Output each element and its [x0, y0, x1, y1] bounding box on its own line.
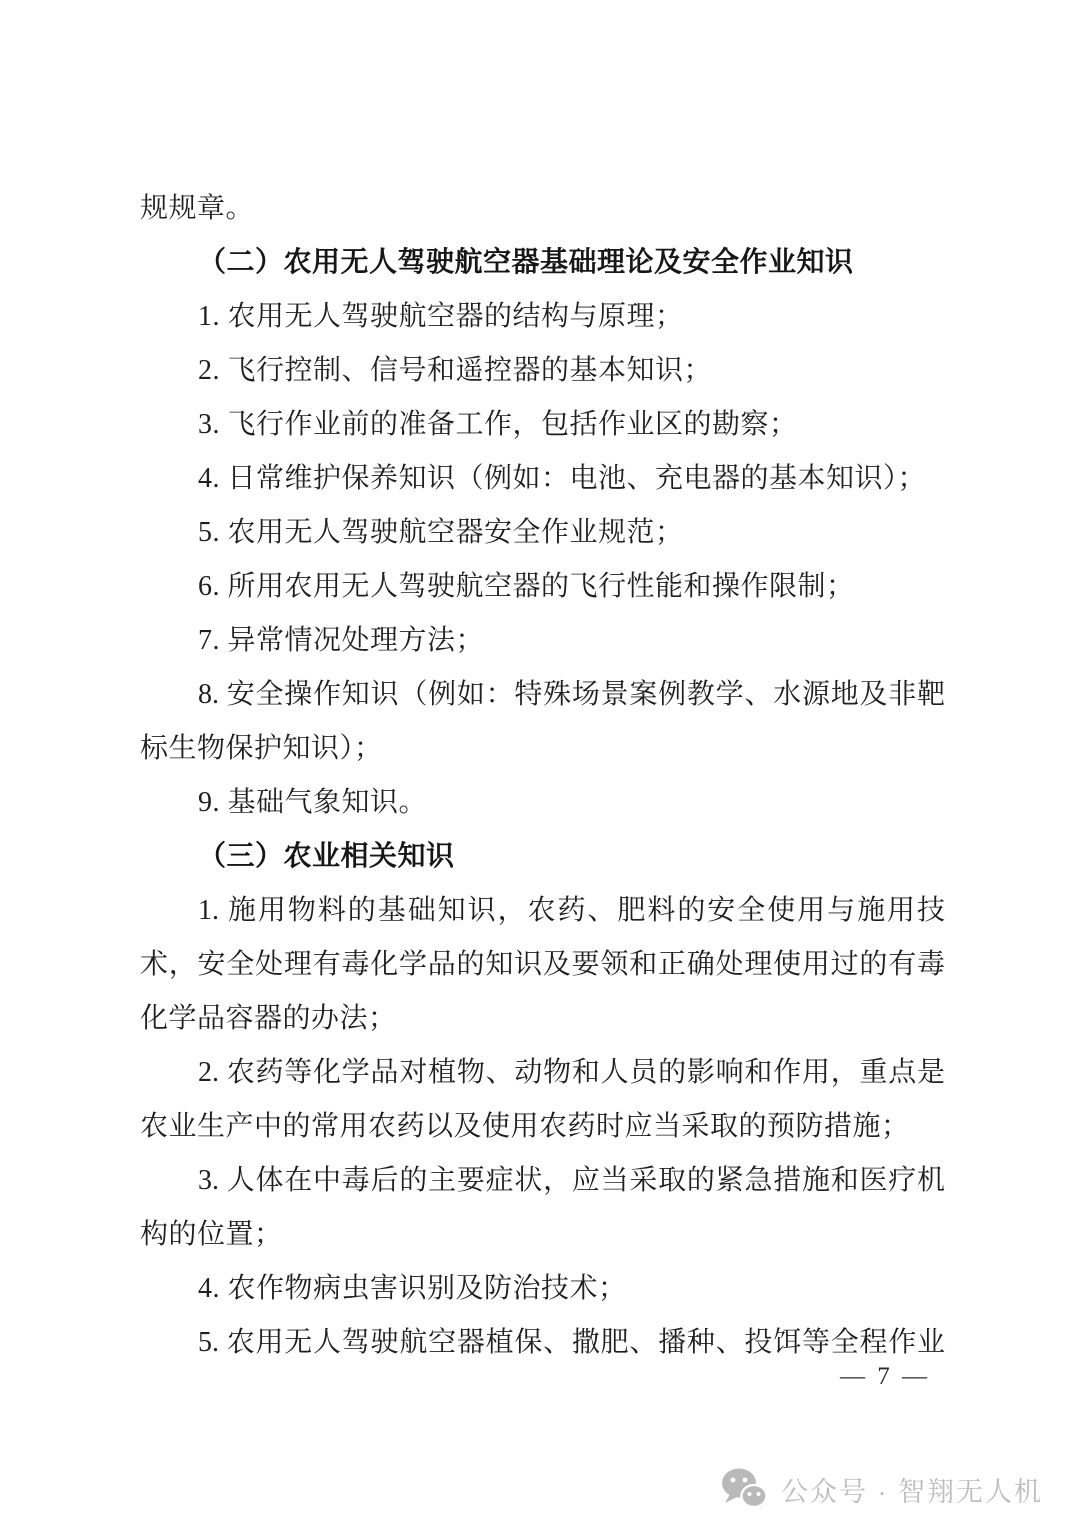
list-item: 5. 农用无人驾驶航空器安全作业规范；: [198, 517, 684, 548]
text-line: 标生物保护知识）；: [140, 733, 383, 764]
list-item: 2. 飞行控制、信号和遥控器的基本知识；: [198, 355, 713, 386]
list-item: 2. 农药等化学品对植物、动物和人员的影响和作用，重点是: [198, 1057, 945, 1088]
text-line: 规规章。: [140, 193, 255, 224]
text-line: 术，安全处理有毒化学品的知识及要领和正确处理使用过的有毒: [140, 949, 945, 980]
list-item: 7. 异常情况处理方法；: [198, 625, 485, 656]
text-line: 构的位置；: [140, 1219, 283, 1250]
page-body: [140, 182, 945, 1370]
list-item: 1. 农用无人驾驶航空器的结构与原理；: [198, 301, 684, 332]
wechat-icon: [721, 1467, 767, 1511]
watermark-label: 公众号 · 智翔无人机: [781, 1476, 1043, 1507]
list-item: 6. 所用农用无人驾驶航空器的飞行性能和操作限制；: [198, 571, 855, 602]
list-item: 1. 施用物料的基础知识，农药、肥料的安全使用与施用技: [198, 895, 945, 926]
page-number: — 7 —: [840, 1363, 930, 1390]
list-item: 8. 安全操作知识（例如：特殊场景案例教学、水源地及非靶: [198, 679, 945, 710]
section-heading-2: （二）农用无人驾驶航空器基础理论及安全作业知识: [198, 247, 854, 278]
list-item: 5. 农用无人驾驶航空器植保、撒肥、播种、投饵等全程作业: [198, 1327, 945, 1358]
section-heading-3: （三）农业相关知识: [198, 841, 455, 872]
list-item: 4. 农作物病虫害识别及防治技术；: [198, 1273, 627, 1304]
list-item: 9. 基础气象知识。: [198, 787, 428, 818]
text-line: 化学品容器的办法；: [140, 1003, 397, 1034]
watermark: [721, 1467, 1043, 1511]
text-line: 农业生产中的常用农药以及使用农药时应当采取的预防措施；: [140, 1111, 910, 1142]
list-item: 3. 飞行作业前的准备工作，包括作业区的勘察；: [198, 409, 798, 440]
list-item: 3. 人体在中毒后的主要症状，应当采取的紧急措施和医疗机: [198, 1165, 945, 1196]
list-item: 4. 日常维护保养知识（例如：电池、充电器的基本知识）；: [198, 463, 927, 494]
